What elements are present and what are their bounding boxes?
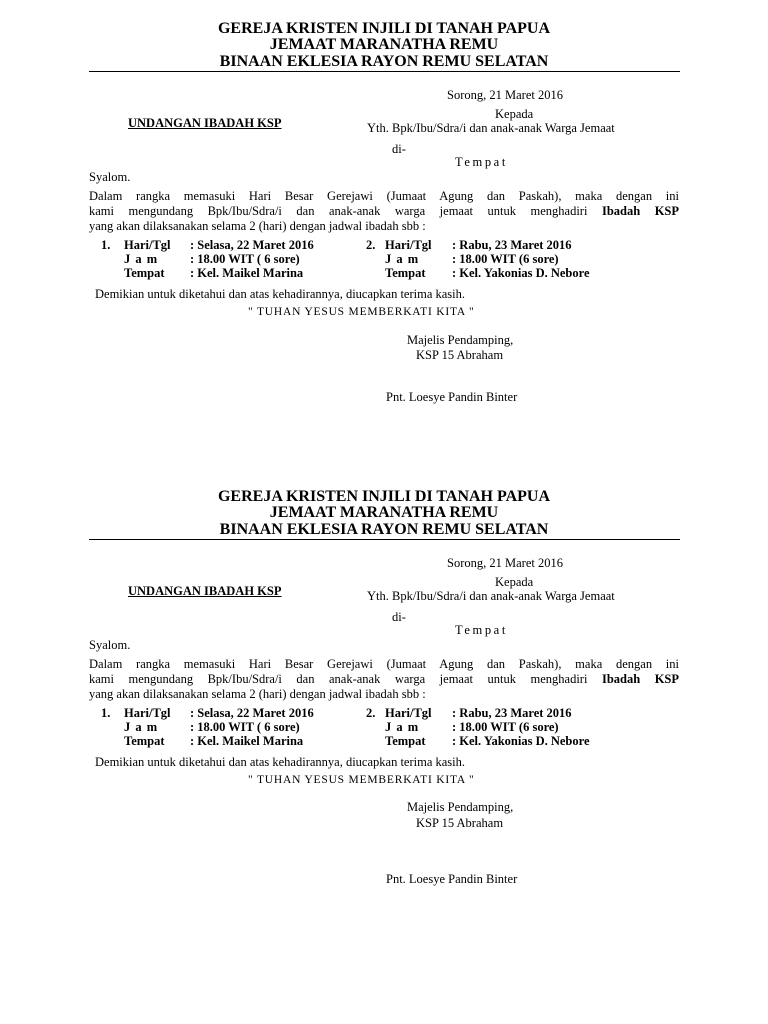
schedule-tempat-label: Tempat <box>124 266 165 280</box>
schedule-tempat-value: : Kel. Yakonias D. Nebore <box>452 266 590 280</box>
body-line <box>89 672 679 687</box>
signature-role: Majelis Pendamping, <box>407 333 514 347</box>
schedule-number: 2. <box>366 706 376 720</box>
body-line <box>89 204 679 219</box>
schedule-jam-value: : 18.00 WIT (6 sore) <box>452 252 559 266</box>
letter-date: Sorong, 21 Maret 2016 <box>447 556 563 570</box>
schedule-hari-value: : Rabu, 23 Maret 2016 <box>452 238 572 252</box>
blessing-line: " TUHAN YESUS MEMBERKATI KITA " <box>248 774 475 786</box>
letter-title: UNDANGAN IBADAH KSP <box>128 116 282 130</box>
schedule-jam-label: J a m <box>124 720 159 734</box>
schedule-jam-value: : 18.00 WIT ( 6 sore) <box>190 252 300 266</box>
recipient-di: di- <box>392 610 406 624</box>
schedule-hari-label: Hari/Tgl <box>385 706 432 720</box>
rayon-heading: BINAAN EKLESIA RAYON REMU SELATAN <box>219 53 549 70</box>
schedule-hari-label: Hari/Tgl <box>124 706 171 720</box>
recipient-kepada: Kepada <box>495 107 534 121</box>
invitation-letter-top <box>0 0 768 470</box>
recipient-di: di- <box>392 142 406 156</box>
body-line-text: kami mengundang Bpk/Ibu/Sdra/i dan anak-anak warga jemaat untuk menghadiri <box>89 672 602 686</box>
congregation-heading: JEMAAT MARANATHA REMU <box>269 504 499 521</box>
church-name-heading: GEREJA KRISTEN INJILI DI TANAH PAPUA <box>217 488 551 505</box>
schedule-hari-label: Hari/Tgl <box>124 238 171 252</box>
letter-title: UNDANGAN IBADAH KSP <box>128 584 282 598</box>
schedule-tempat-value: : Kel. Maikel Marina <box>190 266 304 280</box>
greeting: Syalom. <box>89 170 131 184</box>
schedule-jam-label: J a m <box>124 252 159 266</box>
closing-sentence: Demikian untuk diketahui dan atas kehadirannya, diucapkan terima kasih. <box>95 755 466 769</box>
recipient-tempat: Tempat <box>455 623 508 637</box>
body-line-text: kami mengundang Bpk/Ibu/Sdra/i dan anak-anak warga jemaat untuk menghadiri <box>89 204 602 218</box>
schedule-jam-label: J a m <box>385 720 420 734</box>
schedule-tempat-label: Tempat <box>385 734 426 748</box>
church-name-heading: GEREJA KRISTEN INJILI DI TANAH PAPUA <box>217 20 551 37</box>
schedule-number: 1. <box>101 238 111 252</box>
recipient-yth: Yth. Bpk/Ibu/Sdra/i dan anak-anak Warga Jemaat <box>367 121 615 135</box>
signature-name: Pnt. Loesye Pandin Binter <box>386 872 518 886</box>
closing-sentence: Demikian untuk diketahui dan atas kehadirannya, diucapkan terima kasih. <box>95 287 466 301</box>
invitation-letter-bottom <box>0 468 768 938</box>
schedule-jam-value: : 18.00 WIT ( 6 sore) <box>190 720 300 734</box>
body-paragraph <box>89 657 679 702</box>
schedule-tempat-value: : Kel. Yakonias D. Nebore <box>452 734 590 748</box>
body-line-bold: Ibadah KSP <box>601 204 680 218</box>
greeting: Syalom. <box>89 638 131 652</box>
body-line-bold: Ibadah KSP <box>601 672 680 686</box>
schedule-tempat-label: Tempat <box>124 734 165 748</box>
schedule-hari-value: : Selasa, 22 Maret 2016 <box>190 706 314 720</box>
body-paragraph <box>89 189 679 234</box>
letter-date: Sorong, 21 Maret 2016 <box>447 88 563 102</box>
schedule-tempat-value: : Kel. Maikel Marina <box>190 734 304 748</box>
schedule-jam-label: J a m <box>385 252 420 266</box>
congregation-heading: JEMAAT MARANATHA REMU <box>269 36 499 53</box>
schedule-hari-label: Hari/Tgl <box>385 238 432 252</box>
signature-name: Pnt. Loesye Pandin Binter <box>386 390 518 404</box>
body-line: yang akan dilaksanakan selama 2 (hari) dengan jadwal ibadah sbb : <box>89 687 426 701</box>
recipient-tempat: Tempat <box>455 155 508 169</box>
signature-group: KSP 15 Abraham <box>416 348 504 362</box>
schedule-number: 2. <box>366 238 376 252</box>
schedule-jam-value: : 18.00 WIT (6 sore) <box>452 720 559 734</box>
blessing-line: " TUHAN YESUS MEMBERKATI KITA " <box>248 306 475 318</box>
schedule-hari-value: : Rabu, 23 Maret 2016 <box>452 706 572 720</box>
recipient-kepada: Kepada <box>495 575 534 589</box>
header-divider <box>89 539 680 540</box>
body-line: yang akan dilaksanakan selama 2 (hari) dengan jadwal ibadah sbb : <box>89 219 426 233</box>
body-line: Dalam rangka memasuki Hari Besar Gerejawi (Jumaat Agung dan Paskah), maka dengan ini <box>89 189 679 203</box>
body-line: Dalam rangka memasuki Hari Besar Gerejawi (Jumaat Agung dan Paskah), maka dengan ini <box>89 657 679 671</box>
schedule-hari-value: : Selasa, 22 Maret 2016 <box>190 238 314 252</box>
rayon-heading: BINAAN EKLESIA RAYON REMU SELATAN <box>219 521 549 538</box>
recipient-yth: Yth. Bpk/Ibu/Sdra/i dan anak-anak Warga Jemaat <box>367 589 615 603</box>
schedule-number: 1. <box>101 706 111 720</box>
signature-group: KSP 15 Abraham <box>416 816 504 830</box>
schedule-tempat-label: Tempat <box>385 266 426 280</box>
signature-role: Majelis Pendamping, <box>407 800 514 814</box>
header-divider <box>89 71 680 72</box>
